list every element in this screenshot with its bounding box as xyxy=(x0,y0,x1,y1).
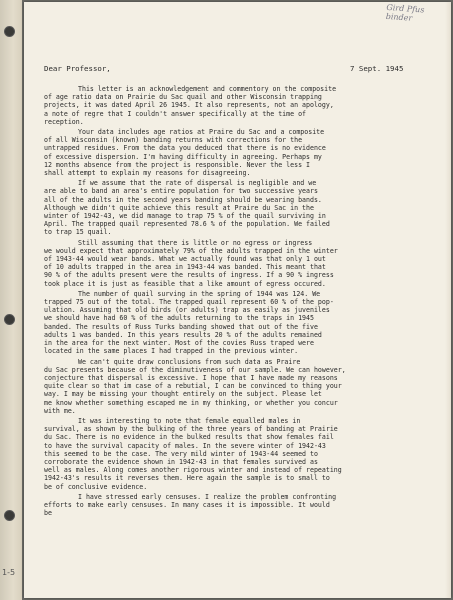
handwritten-note-line: binder xyxy=(385,11,413,23)
handwritten-note xyxy=(385,3,446,25)
text-line: The number of quail surving in the spring of 1944 was 124. We xyxy=(78,289,321,298)
binder-strip xyxy=(0,0,22,600)
text-line: with me. xyxy=(44,406,76,415)
text-line: ulation. Assuming that old birds (or adults) trap as easily as juveniles xyxy=(44,306,330,315)
text-line: this seemed to be the case. The very mild winter of 1943-44 seemed to xyxy=(44,449,318,458)
text-line: 1942-43's results it reverses them. Here again the sample is to small to xyxy=(44,474,330,483)
punch-hole xyxy=(4,510,15,521)
text-line: winter of 1942-43, we did manage to trap 75 % of the quail surviving in xyxy=(44,212,326,221)
text-line: adults 1 was banded. In this years results 20 % of the adults remained xyxy=(44,330,322,339)
text-line: in the area for the next winter. Most of the covies Russ traped were xyxy=(44,339,314,348)
text-line: If we assume that the rate of dispersal is negligible and we xyxy=(78,179,317,188)
paragraph xyxy=(44,179,428,236)
letter-body xyxy=(44,65,428,519)
paragraph xyxy=(44,128,428,177)
text-line: took place it is just as feasible that a like amount of egress occured. xyxy=(44,279,326,288)
text-line: all of the adults in the second years banding should be wearing bands. xyxy=(44,195,322,204)
text-line: Your data includes age ratios at Praire du Sac and a composite xyxy=(78,128,325,137)
text-line: 90 % of the adults present were the results of ingress. If a 90 % ingress xyxy=(44,271,334,280)
page-edge xyxy=(445,2,451,598)
letter-date: 7 Sept. 1945 xyxy=(350,64,404,73)
text-line: of age ratio data on Prairie du Sac quail and other Wisconsin trapping xyxy=(44,93,322,102)
handwritten-note-line: Gird Pfus xyxy=(386,2,425,15)
punch-hole xyxy=(4,26,15,37)
text-line: be of conclusive evidence. xyxy=(44,482,148,491)
text-line: I have stressed early censuses. I realize the problem confronting xyxy=(78,492,337,501)
text-line: to have the survival capacity of males. In the severe winter of 1942-43 xyxy=(44,441,326,450)
text-line: Still assuming that there is little or no egress or ingress xyxy=(78,238,313,247)
text-line: projects, it was dated April 26 1945. It also represents, not an apology, xyxy=(44,101,334,110)
text-line: way. I may be missing your thought entirely on the subject. Please let xyxy=(44,390,322,399)
text-line: efforts to make early censuses. In many cases it is impossible. It would xyxy=(44,500,330,509)
binder-mark: 1-5 xyxy=(2,568,16,577)
text-line: trapped 75 out of the total. The trapped quail represent 60 % of the pop- xyxy=(44,298,334,307)
text-line: me know whether something escaped me in my thinking, or whether you concur xyxy=(44,398,338,407)
paragraph xyxy=(44,417,428,491)
text-line: to trap 15 quail. xyxy=(44,228,112,237)
text-line: corroborate the evidence shown in 1942-43 in that females survived as xyxy=(44,457,318,466)
text-line: quite clear so that im case of a rebutial, I can be convinced to thing your xyxy=(44,382,342,391)
text-line: reception. xyxy=(44,117,84,126)
text-line: survival, as shown by the bulking of the three years of banding at Prairie xyxy=(44,425,338,434)
text-line: 12 months absence from the project is responsible. Never the less I xyxy=(44,160,310,169)
salutation: Dear Professor, xyxy=(44,64,111,73)
text-line: This letter is an acknowledgement and commentory on the composite xyxy=(78,85,337,93)
letter-header xyxy=(44,65,428,85)
text-line: du Sac presents because of the diminutiveness of our sample. We can however, xyxy=(44,365,346,374)
text-line: we should have had 60 % of the adults returning to the traps in 1945 xyxy=(44,314,314,323)
paragraph xyxy=(44,358,428,415)
text-line: a note of regre that I couldn't answer specifically at the time of xyxy=(44,109,307,118)
text-line: be xyxy=(44,509,52,518)
text-line: It was interesting to note that female equalled males in xyxy=(78,416,301,425)
paragraph xyxy=(44,85,428,126)
paragraph xyxy=(44,493,428,518)
paragraph-list xyxy=(44,85,428,517)
letter-page xyxy=(24,2,451,598)
text-line: of 1943-44 would wear bands. What we actually found was that only 1 out xyxy=(44,255,326,264)
text-line: conjecture that dispersal is excessive. I hope that I have made my reasons xyxy=(44,373,338,382)
text-line: are able to band an area's entire population for two successive years xyxy=(44,187,318,196)
text-line: of 10 adults trapped in the area in 1943-44 was banded. This meant that xyxy=(44,263,326,272)
paragraph xyxy=(44,239,428,288)
text-line: located in the same places I had trapped in the previous winter. xyxy=(44,347,299,356)
text-line: Although we didn't quite achieve this result at Praire du Sac in the xyxy=(44,203,314,212)
text-line: untrapped residues. From the data you deduced that there is no evidence xyxy=(44,144,326,153)
text-line: du Sac. There is no evidence in the bulked results that show females fail xyxy=(44,433,334,442)
text-line: of excessive dispersion. I'm having difficulty in agreeing. Perhaps my xyxy=(44,152,322,161)
text-line: well as males. Along comes another rigorous winter and instead of repeating xyxy=(44,466,342,475)
text-line: We can't quite draw conclusions from such data as Praire xyxy=(78,357,301,366)
paragraph xyxy=(44,290,428,356)
text-line: we would expect that approximately 79% of the adults trapped in the winter xyxy=(44,246,338,255)
text-line: April. The trapped quail represented 78.6 % of the population. We failed xyxy=(44,220,330,229)
punch-hole xyxy=(4,314,15,325)
text-line: banded. The results of Russ Turks banding showed that out of the five xyxy=(44,322,318,331)
text-line: shall attempt to explain my reasons for disagreeing. xyxy=(44,169,251,178)
text-line: of all Wisconsin (known) banding returns with corrections for the xyxy=(44,136,303,145)
